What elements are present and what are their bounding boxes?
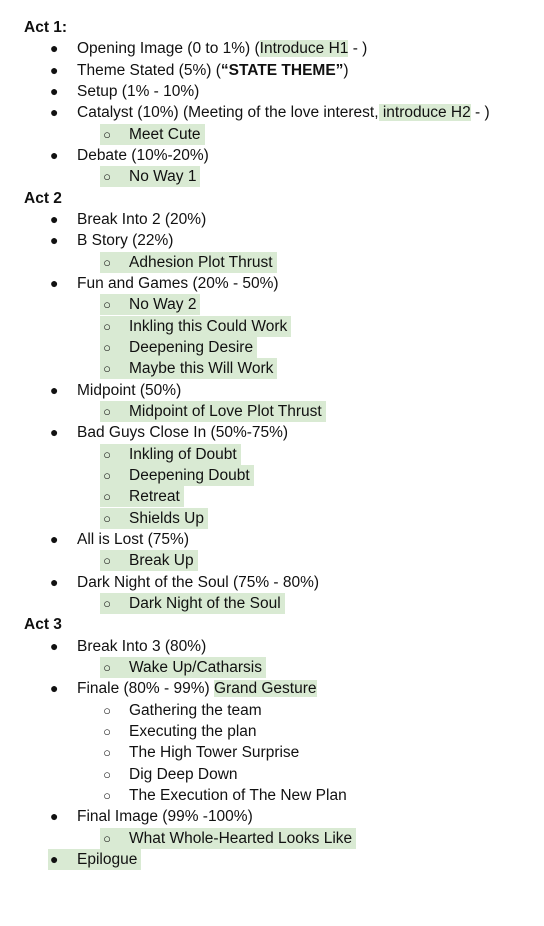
text-segment: Executing the plan [129, 722, 257, 740]
text-segment: All is Lost (75%) [77, 530, 189, 548]
text-segment: “STATE THEME” [220, 61, 344, 79]
text-segment: Midpoint of Love Plot Thrust [129, 402, 322, 420]
item-text [77, 230, 173, 251]
text-segment: Theme Stated (5%) ( [77, 61, 221, 79]
text-segment: The Execution of The New Plan [129, 786, 347, 804]
sub-bullet-icon: ○ [103, 297, 111, 313]
text-segment: Debate (10%-20%) [77, 146, 209, 164]
item-text [77, 380, 181, 401]
sub-bullet-icon: ○ [103, 702, 111, 718]
text-segment: Finale (80% - 99%) [77, 680, 214, 698]
bullet-icon: ● [50, 573, 59, 590]
text-segment: Adhesion Plot Thrust [129, 253, 273, 271]
bullet-icon: ● [50, 424, 59, 441]
text-segment: Setup (1% - 10%) [77, 82, 200, 100]
bullet-icon: ● [50, 530, 59, 547]
text-segment: Meet Cute [129, 125, 201, 143]
text-segment: ) [343, 61, 349, 79]
bullet-icon: ● [50, 82, 59, 99]
text-segment: Midpoint (50%) [77, 381, 182, 399]
sub-bullet-icon: ○ [103, 745, 111, 761]
text-segment: - ) [348, 40, 368, 58]
item-text [77, 636, 206, 657]
text-segment: Dark Night of the Soul (75% - 80%) [77, 573, 320, 591]
item-text [129, 657, 262, 678]
act-heading: Act 3 [24, 616, 62, 634]
item-text [129, 252, 273, 273]
text-segment: Wake Up/Catharsis [129, 658, 262, 676]
text-segment: B Story (22%) [77, 232, 174, 250]
sub-bullet-icon: ○ [103, 403, 111, 419]
item-text [129, 358, 273, 379]
item-text [129, 700, 262, 721]
item-text [77, 572, 319, 593]
sub-bullet-icon: ○ [103, 510, 111, 526]
sub-bullet-icon: ○ [103, 723, 111, 739]
item-text [129, 444, 237, 465]
sub-bullet-icon: ○ [103, 339, 111, 355]
bullet-icon: ● [50, 680, 59, 697]
item-text [129, 337, 253, 358]
item-text [77, 529, 189, 550]
sub-bullet-icon: ○ [103, 595, 111, 611]
item-text [77, 273, 279, 294]
item-text [77, 81, 199, 102]
item-text [129, 593, 281, 614]
item-text [129, 550, 194, 571]
text-segment: Gathering the team [129, 701, 262, 719]
item-text [129, 764, 238, 785]
item-text [129, 486, 180, 507]
sub-bullet-icon: ○ [103, 553, 111, 569]
sub-bullet-icon: ○ [103, 318, 111, 334]
highlighted-text: Grand Gesture [213, 680, 317, 698]
highlighted-text: introduce H2 [378, 104, 471, 122]
text-segment: Dark Night of the Soul [129, 594, 281, 612]
text-segment: Bad Guys Close In (50%-75%) [77, 424, 289, 442]
sub-bullet-icon: ○ [103, 446, 111, 462]
item-text [129, 465, 250, 486]
sub-bullet-icon: ○ [103, 659, 111, 675]
item-text [129, 294, 196, 315]
text-segment: No Way 1 [129, 168, 197, 186]
item-text [77, 422, 288, 443]
bullet-icon: ● [50, 210, 59, 227]
item-text [129, 166, 196, 187]
text-segment: Deepening Doubt [129, 466, 250, 484]
item-text [129, 316, 287, 337]
bullet-icon: ● [50, 232, 59, 249]
text-segment: Fun and Games (20% - 50%) [77, 274, 279, 292]
text-segment: No Way 2 [129, 296, 197, 314]
text-segment: Final Image (99% -100%) [77, 808, 253, 826]
item-text [129, 508, 204, 529]
text-segment: Dig Deep Down [129, 765, 238, 783]
item-text [77, 38, 367, 59]
text-segment: Catalyst (10%) (Meeting of the love interest, [77, 104, 379, 122]
text-segment: Inkling this Could Work [129, 317, 288, 335]
text-segment: Shields Up [129, 509, 204, 527]
item-text [129, 401, 322, 422]
text-segment: Deepening Desire [129, 338, 254, 356]
sub-bullet-icon: ○ [103, 361, 111, 377]
text-segment: The High Tower Surprise [129, 744, 300, 762]
highlighted-text: Introduce H1 [259, 40, 349, 58]
item-text [77, 849, 137, 870]
act-heading: Act 2 [24, 189, 62, 207]
sub-bullet-icon: ○ [103, 126, 111, 142]
sub-bullet-icon: ○ [103, 467, 111, 483]
text-segment: What Whole-Hearted Looks Like [129, 829, 353, 847]
text-segment: Break Into 2 (20%) [77, 210, 207, 228]
sub-bullet-icon: ○ [103, 766, 111, 782]
item-text [129, 721, 257, 742]
bullet-icon: ● [50, 104, 59, 121]
text-segment: Maybe this Will Work [129, 360, 274, 378]
act-heading: Act 1: [24, 19, 68, 36]
text-segment: Inkling of Doubt [129, 445, 237, 463]
item-text [77, 806, 253, 827]
sub-bullet-icon: ○ [103, 169, 111, 185]
bullet-icon: ● [50, 146, 59, 163]
item-text [77, 678, 317, 699]
bullet-icon: ● [50, 274, 59, 291]
item-text [129, 124, 201, 145]
bullet-icon: ● [50, 40, 59, 57]
text-segment: Opening Image (0 to 1%) ( [77, 40, 260, 58]
sub-bullet-icon: ○ [103, 787, 111, 803]
item-text [77, 60, 349, 81]
item-text [77, 145, 209, 166]
text-segment: Break Into 3 (80%) [77, 637, 207, 655]
sub-bullet-icon: ○ [103, 489, 111, 505]
item-text [77, 102, 490, 123]
text-segment: - ) [470, 104, 490, 122]
bullet-icon: ● [50, 61, 59, 78]
text-segment: Retreat [129, 488, 180, 506]
bullet-icon: ● [50, 381, 59, 398]
item-text [129, 742, 299, 763]
bullet-icon: ● [50, 637, 59, 654]
item-text [129, 785, 347, 806]
item-text [129, 828, 352, 849]
text-segment: Break Up [129, 552, 194, 570]
text-segment: Epilogue [77, 850, 138, 868]
sub-bullet-icon: ○ [103, 254, 111, 270]
sub-bullet-icon: ○ [103, 830, 111, 846]
item-text [77, 209, 206, 230]
bullet-icon: ● [50, 808, 59, 825]
bullet-icon: ● [50, 850, 59, 867]
